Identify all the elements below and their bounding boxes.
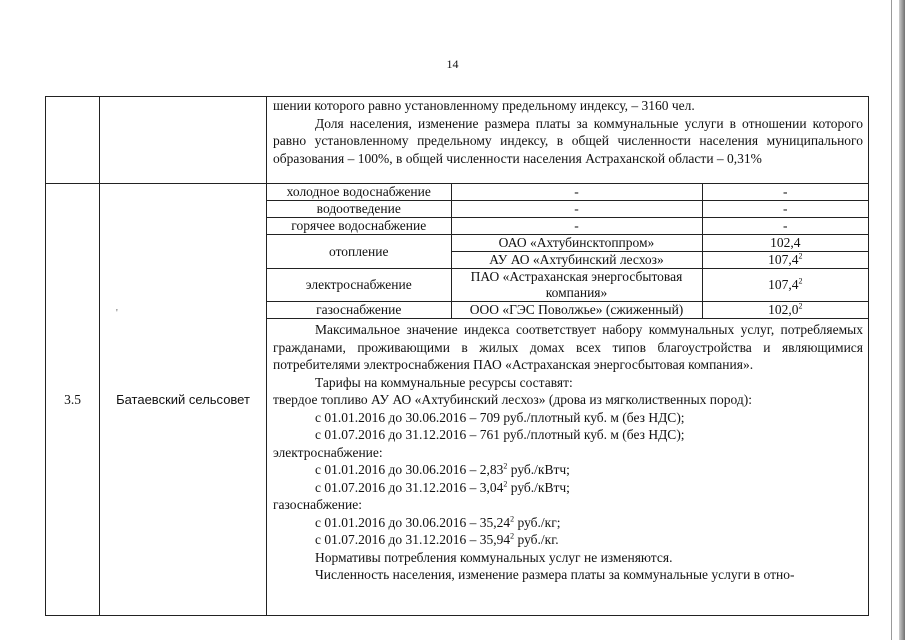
gas-heading: газоснабжение:: [273, 497, 362, 512]
service-index: [702, 269, 868, 302]
table-row: [267, 218, 868, 235]
scan-mark: ': [116, 308, 118, 319]
tariff-unit: руб./кВтч;: [507, 479, 570, 495]
max-index-paragraph: Максимальное значение индекса соответствует набору коммунальных услуг, потребляемых гражданами, проживающими в жилых домах всех типов благоустройства и являющимися потребителями электроснабжения ПАО «Астраханская энергосбытовая компания».: [273, 322, 863, 372]
footnote-mark: 2: [503, 461, 508, 471]
service-index: [702, 302, 868, 319]
index-value: 102,0: [768, 302, 799, 317]
tariff-text: с 01.01.2016 до 30.06.2016 – 35,24: [315, 514, 511, 530]
service-provider: АУ АО «Ахтубинский лесхоз»: [451, 252, 702, 269]
service-provider: ООО «ГЭС Поволжье» (сжиженный): [451, 302, 702, 319]
service-index: -: [702, 201, 868, 218]
tariff-line: [273, 461, 863, 479]
service-index: [702, 252, 868, 269]
tariff-line: с 01.01.2016 до 30.06.2016 – 709 руб./плотный куб. м (без НДС);: [315, 409, 685, 425]
service-name: водоотведение: [267, 201, 451, 218]
table-row: [267, 184, 868, 201]
table-row: [46, 97, 869, 184]
tariff-text: с 01.07.2016 до 31.12.2016 – 35,94: [315, 532, 511, 547]
index-value: 107,4: [768, 277, 799, 292]
service-provider: ПАО «Астраханская энергосбытовая компания»: [451, 269, 702, 302]
tariff-line: [273, 479, 863, 497]
services-cell: [267, 184, 869, 319]
footnote-mark: 2: [503, 479, 508, 488]
service-index: -: [702, 184, 868, 201]
table-row: [267, 269, 868, 302]
footnote-mark: 2: [798, 251, 803, 261]
tariff-line: [273, 531, 863, 549]
tariffs-text-cell: [267, 319, 869, 616]
population-continuation: Численность населения, изменение размера платы за коммунальные услуги в отно-: [315, 567, 795, 582]
tariffs-heading: Тарифы на коммунальные ресурсы составят:: [315, 374, 573, 390]
services-table: [267, 184, 868, 318]
table-row: [46, 184, 869, 319]
service-index: 102,4: [702, 235, 868, 252]
service-provider: ОАО «Ахтубинсктоппром»: [451, 235, 702, 252]
service-name: горячее водоснабжение: [267, 218, 451, 235]
service-name: отопление: [267, 235, 451, 269]
scan-edge-shadow: [899, 0, 905, 640]
service-provider: -: [451, 184, 702, 201]
index-value: 107,4: [768, 252, 799, 267]
row-number: 3.5: [46, 184, 100, 616]
table-row: [267, 302, 868, 319]
footnote-mark: 2: [510, 514, 515, 523]
table-row: [267, 235, 868, 252]
service-provider: -: [451, 201, 702, 218]
service-provider: -: [451, 218, 702, 235]
empty-number-cell: [46, 97, 100, 184]
tariff-text: с 01.07.2016 до 31.12.2016 – 3,04: [315, 479, 504, 495]
empty-name-cell: [100, 97, 267, 184]
service-name: газоснабжение: [267, 302, 451, 319]
electricity-heading: электроснабжение:: [273, 444, 383, 460]
tariff-unit: руб./кг;: [514, 514, 561, 530]
footnote-mark: 2: [510, 531, 515, 541]
service-name: холодное водоснабжение: [267, 184, 451, 201]
municipality-name: Батаевский сельсовет: [100, 184, 267, 616]
footnote-mark: 2: [798, 301, 803, 311]
page-edge-line: [891, 0, 892, 640]
service-index: -: [702, 218, 868, 235]
tariff-text: с 01.01.2016 до 30.06.2016 – 2,83: [315, 462, 504, 477]
main-table: [45, 96, 869, 616]
tariff-line: [273, 514, 863, 532]
continuation-line: шении которого равно установленному предельному индексу, – 3160 чел.: [273, 98, 695, 113]
table-row: [267, 201, 868, 218]
tariff-unit: руб./кВтч;: [507, 462, 570, 477]
norms-paragraph: Нормативы потребления коммунальных услуг не изменяются.: [315, 549, 673, 565]
tariff-line: с 01.07.2016 до 31.12.2016 – 761 руб./плотный куб. м (без НДС);: [315, 427, 685, 442]
population-share-paragraph: Доля населения, изменение размера платы за коммунальные услуги в отношении которого равно установленному предельному индексу, в общей численности населения муниципального образования – 100%, в общей численности населения Астраханской области – 0,31%: [273, 115, 863, 166]
continuation-text-cell: [267, 97, 869, 184]
page-number: 14: [446, 57, 459, 71]
tariff-unit: руб./кг.: [514, 532, 559, 547]
footnote-mark: 2: [798, 276, 803, 286]
service-name: электроснабжение: [267, 269, 451, 302]
solid-fuel-heading: твердое топливо АУ АО «Ахтубинский лесхоз» (дрова из мягколиственных пород):: [273, 392, 752, 407]
